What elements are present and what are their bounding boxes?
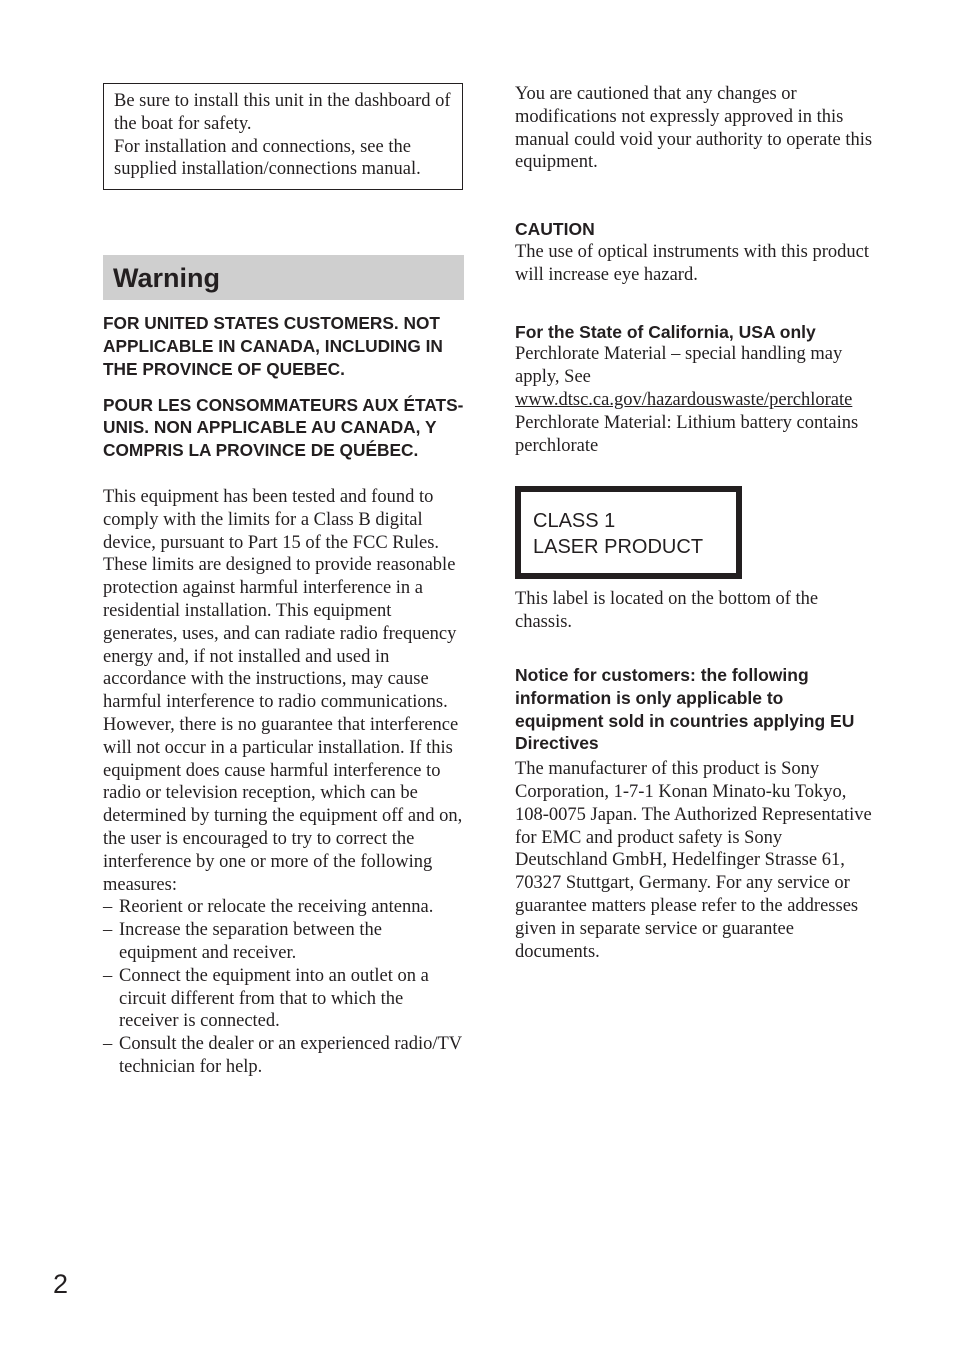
warning-heading: Warning — [103, 255, 464, 300]
eu-notice-section — [515, 664, 875, 963]
interference-measures-list — [103, 896, 464, 1078]
dash-bullet: – — [103, 1034, 113, 1055]
us-customers-notice-french: POUR LES CONSOMMATEURS AUX ÉTATS-UNIS. NON APPLICABLE AU CANADA, Y COMPRIS LA PROVINCE DE QUÉBEC. — [103, 394, 464, 461]
dash-bullet: – — [103, 965, 113, 986]
list-item — [103, 896, 464, 919]
caution-heading: CAUTION — [515, 219, 595, 240]
perchlorate-link[interactable]: www.dtsc.ca.gov/hazardouswaste/perchlorate — [515, 389, 853, 410]
install-note-line: Be sure to install this unit in the dashboard of the boat for safety. — [114, 91, 451, 134]
list-item — [103, 1033, 464, 1079]
caution-text: The use of optical instruments with this product will increase eye hazard. — [515, 241, 870, 285]
dash-bullet: – — [103, 920, 113, 941]
modifications-caution: You are cautioned that any changes or modifications not expressly approved in this manual could void your authority to operate this equipment. — [515, 84, 873, 173]
list-item-text: Connect the equipment into an outlet on a circuit different from that to which the receiver is connected. — [119, 965, 429, 1032]
list-item-text: Increase the separation between the equipment and receiver. — [119, 920, 382, 963]
eu-notice-text: The manufacturer of this product is Sony Corporation, 1-7-1 Konan Minato-ku Tokyo, 108-0075 Japan. The Authorized Representative for EMC and product safety is Sony Deutschland GmbH, Hedelfinger Strasse 61, 70327 Stuttgart, Germany. For any service or guarantee matters please refer to the addresses given in separate service or guarantee documents. — [515, 759, 872, 962]
list-item — [103, 919, 464, 965]
install-safety-note — [103, 83, 463, 190]
list-item-text: Consult the dealer or an experienced radio/TV technician for help. — [119, 1034, 462, 1077]
install-note-line: For installation and connections, see the supplied installation/connections manual. — [114, 136, 421, 180]
perchlorate-notice: Perchlorate Material – special handling may apply, See — [515, 344, 843, 388]
list-item-text: Reorient or relocate the receiving antenna. — [119, 897, 434, 918]
label-location-note: This label is located on the bottom of the chassis. — [515, 589, 819, 633]
fcc-paragraph: This equipment has been tested and found to comply with the limits for a Class B digital device, pursuant to Part 15 of the FCC Rules. — [103, 486, 440, 553]
fcc-statement — [103, 486, 464, 1079]
caution-section — [515, 218, 875, 286]
fcc-paragraph: These limits are designed to provide reasonable protection against harmful interference in a residential installation. This equipment generates, uses, and can radiate radio frequency energy and, if not installed and used in accordance with the instructions, may cause harmful interference to radio communications. However, there is no guarantee that interference will not occur in a particular installation. If this equipment does cause harmful interference to radio or television reception, which can be determined by turning the equipment off and on, the user is encouraged to try to correct the interference by one or more of the following measures: — [103, 555, 463, 895]
class-1-laser-label — [515, 486, 742, 579]
eu-notice-heading: Notice for customers: the following information is only applicable to equipment sold in countries applying EU Directives — [515, 664, 855, 754]
left-column — [103, 83, 464, 1079]
us-customers-notice: FOR UNITED STATES CUSTOMERS. NOT APPLICABLE IN CANADA, INCLUDING IN THE PROVINCE OF QUEBEC. — [103, 313, 443, 379]
laser-label-line: CLASS 1 — [533, 510, 616, 533]
right-column — [515, 83, 875, 963]
california-section — [515, 321, 875, 458]
california-heading: For the State of California, USA only — [515, 321, 816, 342]
list-item — [103, 965, 464, 1033]
page-number: 2 — [53, 1269, 69, 1299]
perchlorate-battery-note: Perchlorate Material: Lithium battery contains perchlorate — [515, 412, 859, 456]
laser-label-line: LASER PRODUCT — [533, 536, 704, 559]
dash-bullet: – — [103, 897, 113, 918]
